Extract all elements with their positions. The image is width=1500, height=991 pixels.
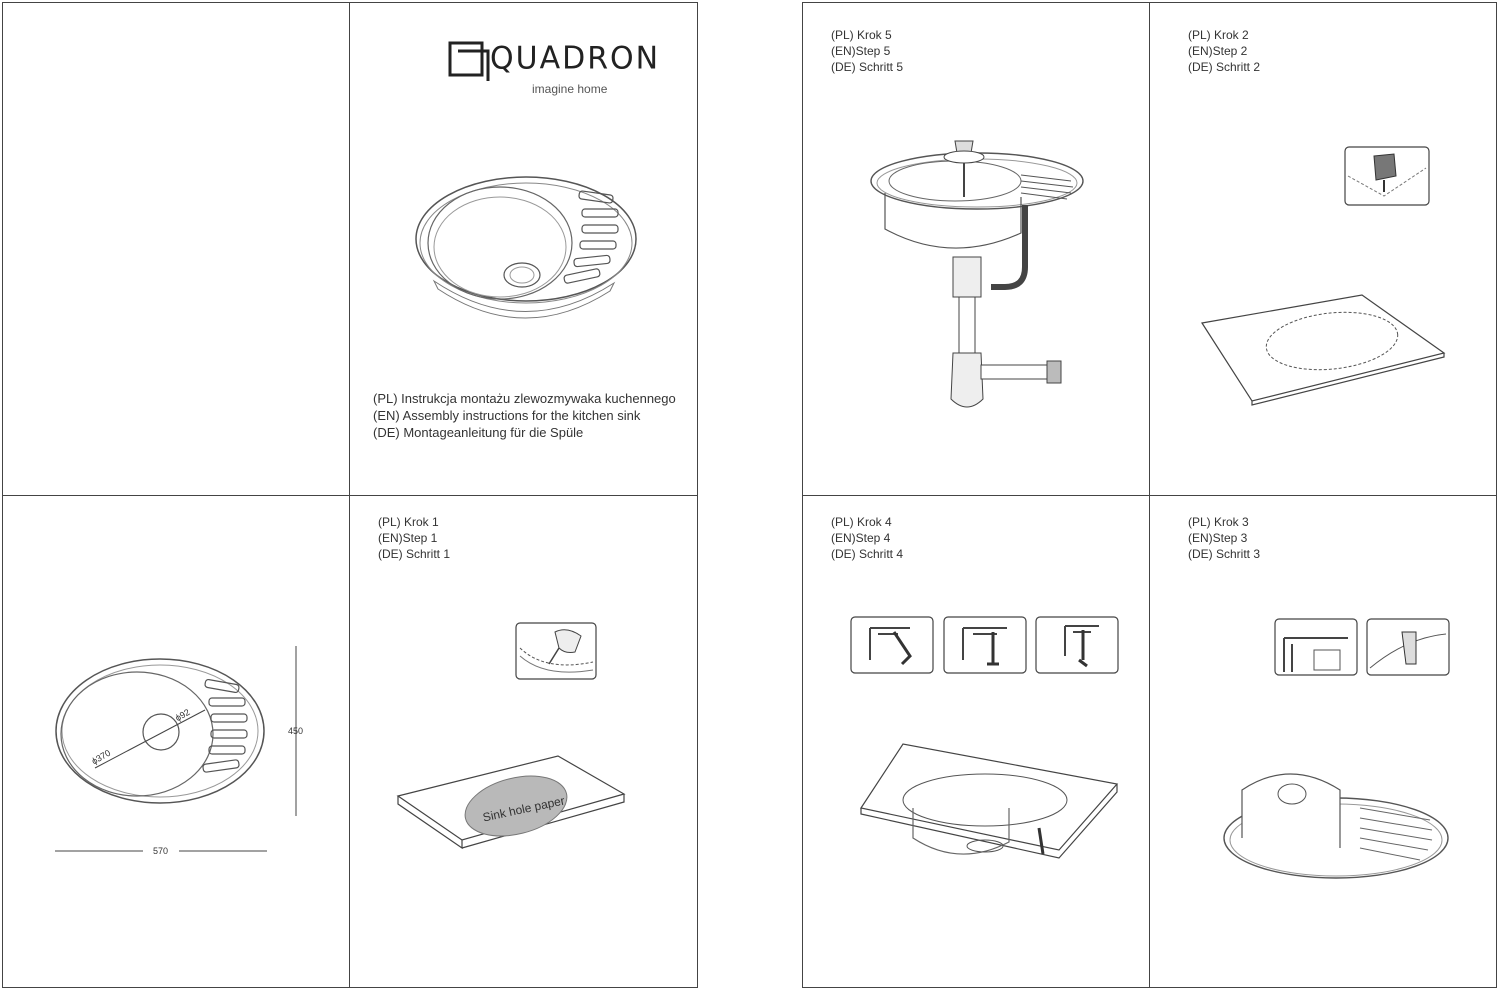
jigsaw-icon xyxy=(1344,146,1430,206)
step3-panel xyxy=(1150,496,1496,988)
step5-panel xyxy=(803,3,1149,495)
left-sheet xyxy=(2,2,698,988)
marking-hand-icon xyxy=(515,622,597,680)
step2-pl: (PL) Krok 2 xyxy=(1188,28,1249,42)
step2-en: (EN)Step 2 xyxy=(1188,44,1248,58)
sink-install-icon xyxy=(859,742,1119,892)
cover-line-en: (EN) Assembly instructions for the kitchen sink xyxy=(373,408,641,423)
cover-line-pl: (PL) Instrukcja montażu zlewozmywaka kuchennego xyxy=(373,391,676,406)
step1-panel xyxy=(350,496,697,988)
step1-de: (DE) Schritt 1 xyxy=(378,547,451,561)
drain-diameter-label: ϕ92 xyxy=(173,706,192,724)
step5-de: (DE) Schritt 5 xyxy=(831,60,904,74)
step4-de: (DE) Schritt 4 xyxy=(831,547,904,561)
quadron-logo-icon xyxy=(448,41,488,81)
brand-name: QUADRON xyxy=(490,40,661,77)
step4-panel xyxy=(803,496,1149,988)
step1-text xyxy=(378,514,450,562)
step5-en: (EN)Step 5 xyxy=(831,44,891,58)
sink-icon xyxy=(414,171,644,341)
step3-text xyxy=(1188,514,1260,562)
clip-icon xyxy=(850,616,934,674)
dimensions-panel xyxy=(3,496,349,988)
step1-pl: (PL) Krok 1 xyxy=(378,515,439,529)
width-label: 570 xyxy=(153,846,169,856)
sink-hole-paper-label: Sink hole paper xyxy=(481,793,566,825)
step2-panel xyxy=(1150,3,1496,495)
step5-text xyxy=(831,27,903,75)
sink-underside-icon xyxy=(1220,768,1460,888)
sink-top-view-icon xyxy=(55,656,275,806)
step4-en: (EN)Step 4 xyxy=(831,531,891,545)
brand-tagline: imagine home xyxy=(532,82,608,96)
step1-en: (EN)Step 1 xyxy=(378,531,438,545)
cover-panel xyxy=(350,3,697,495)
cover-instructions xyxy=(373,390,676,441)
clip-icon xyxy=(943,616,1027,674)
step3-en: (EN)Step 3 xyxy=(1188,531,1248,545)
step2-text xyxy=(1188,27,1260,75)
siphon-icon xyxy=(871,137,1111,417)
step4-text xyxy=(831,514,903,562)
clip-icon xyxy=(1035,616,1119,674)
cover-line-de: (DE) Montageanleitung für die Spüle xyxy=(373,425,584,440)
bowl-diameter-label: ϕ370 xyxy=(89,747,113,767)
step3-pl: (PL) Krok 3 xyxy=(1188,515,1249,529)
right-sheet xyxy=(802,2,1497,988)
worktop-cutout-icon xyxy=(1200,293,1450,403)
clip-detail-icon xyxy=(1366,618,1450,676)
step5-pl: (PL) Krok 5 xyxy=(831,28,892,42)
step2-de: (DE) Schritt 2 xyxy=(1188,60,1261,74)
step3-de: (DE) Schritt 3 xyxy=(1188,547,1261,561)
height-label: 450 xyxy=(288,726,304,736)
step4-pl: (PL) Krok 4 xyxy=(831,515,892,529)
clip-detail-icon xyxy=(1274,618,1358,676)
